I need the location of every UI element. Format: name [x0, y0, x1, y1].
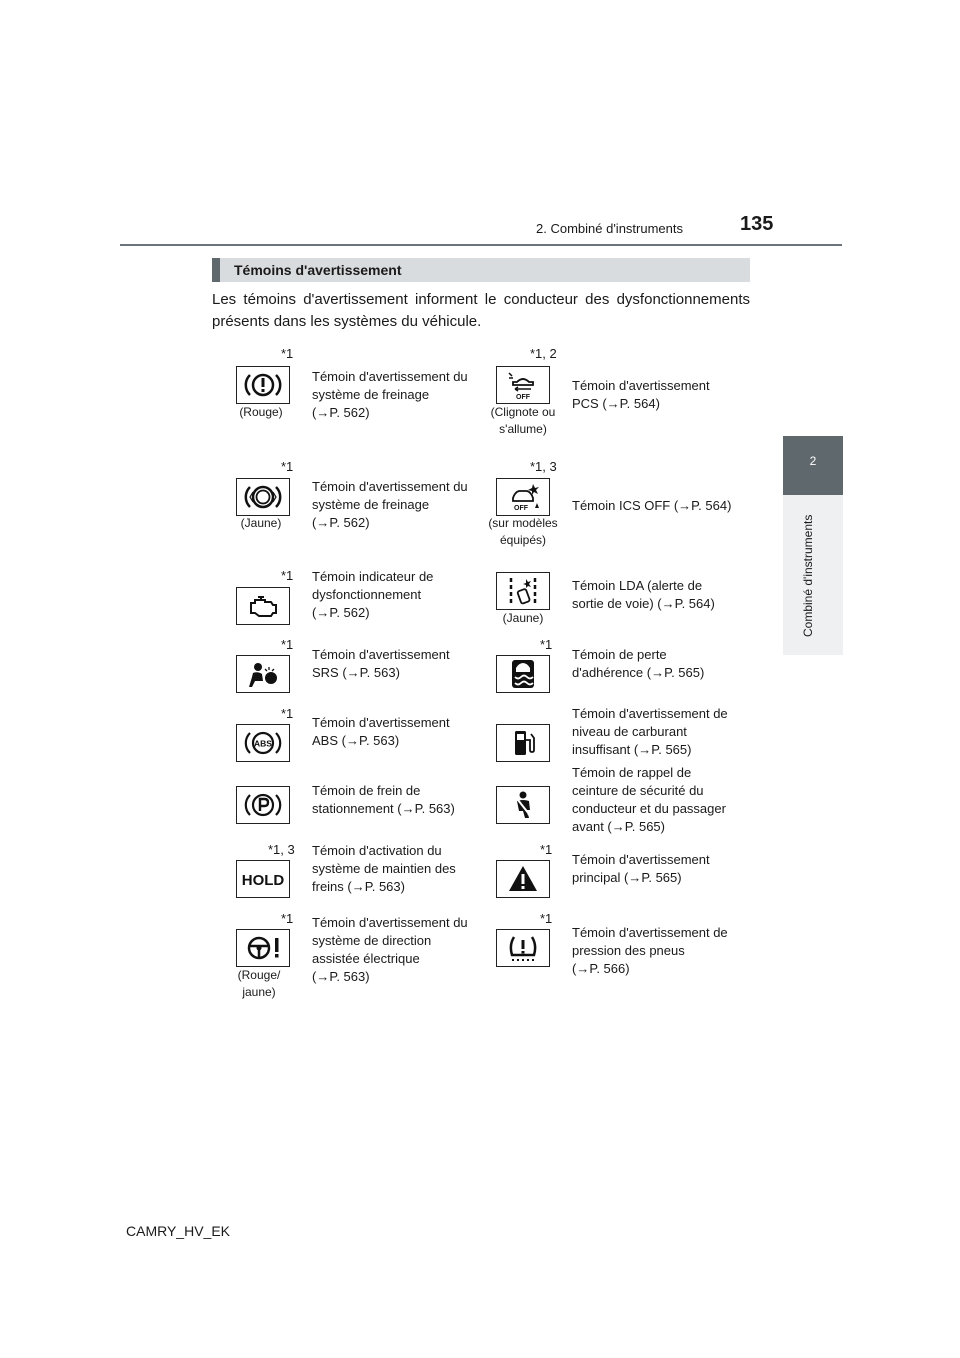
desc-line: Témoin d'avertissement du	[312, 479, 468, 494]
note-marker	[281, 459, 293, 474]
page-number: 135	[740, 213, 774, 235]
note-text: *1	[540, 911, 553, 926]
pcs-warning-icon	[496, 366, 550, 404]
parking-brake-icon	[236, 786, 290, 824]
desc-line: (→P. 562)	[312, 605, 370, 620]
warning-description	[572, 377, 742, 413]
icon-caption: (Rouge/ jaune)	[237, 968, 281, 999]
warning-description	[572, 497, 742, 515]
fuel-icon	[496, 724, 550, 762]
note-text: *1	[540, 842, 553, 857]
header-rule	[120, 244, 842, 246]
desc-line: (→P. 566)	[572, 961, 630, 976]
desc-line: Témoin d'avertissement de	[572, 706, 728, 721]
desc-line: Témoin LDA (alerte de	[572, 578, 703, 593]
warning-description	[312, 714, 482, 750]
warning-description	[312, 368, 482, 422]
desc-line: Témoin de perte	[572, 647, 667, 662]
header-section-title: 2. Combiné d'instruments	[536, 221, 683, 236]
warning-description	[312, 646, 482, 682]
desc-line: ABS (→P. 563)	[312, 733, 400, 748]
note-text: *1	[281, 568, 294, 583]
note-marker	[281, 568, 293, 583]
power-steering-icon	[236, 929, 290, 967]
note-marker	[268, 842, 295, 857]
off-text: OFF	[514, 505, 528, 512]
note-text: *1	[540, 637, 553, 652]
desc-line: conducteur et du passager	[572, 801, 726, 816]
warning-description	[312, 914, 482, 986]
srs-airbag-icon	[236, 655, 290, 693]
desc-line: PCS (→P. 564)	[572, 396, 660, 411]
desc-line: Témoin d'avertissement	[572, 852, 710, 867]
desc-line: d'adhérence (→P. 565)	[572, 665, 705, 680]
note-marker	[530, 459, 557, 474]
note-text: *1, 3	[268, 842, 295, 857]
icon-caption: (sur modèles équipés)	[488, 516, 558, 547]
master-warning-icon	[496, 860, 550, 898]
note-text: *1	[281, 706, 294, 721]
desc-line: Témoin de rappel de	[572, 765, 692, 780]
note-text: *1	[281, 459, 294, 474]
icon-caption: (Jaune)	[502, 611, 544, 625]
warning-description	[572, 764, 742, 836]
note-text: *1, 2	[530, 346, 557, 361]
note-marker	[530, 346, 557, 361]
warning-description	[572, 646, 742, 682]
desc-line: assistée électrique	[312, 951, 420, 966]
desc-line: (→P. 563)	[312, 969, 370, 984]
desc-line: Témoin indicateur de	[312, 569, 434, 584]
icon-caption: (Rouge)	[239, 405, 283, 419]
desc-line: Témoin d'avertissement	[312, 715, 450, 730]
lda-icon	[496, 572, 550, 610]
desc-line: freins (→P. 563)	[312, 879, 405, 894]
desc-line: système de freinage	[312, 387, 430, 402]
icon-caption: (Jaune)	[240, 516, 282, 530]
note-marker	[540, 842, 552, 857]
section-header	[212, 258, 750, 282]
desc-line: Témoin de frein de	[312, 783, 421, 798]
desc-line: Témoin d'avertissement du	[312, 915, 468, 930]
desc-line: Témoin d'avertissement du	[312, 369, 468, 384]
tire-pressure-icon	[496, 929, 550, 967]
desc-line: Témoin ICS OFF (→P. 564)	[572, 498, 732, 513]
hold-text: HOLD	[241, 872, 285, 889]
section-title: Témoins d'avertissement	[234, 262, 402, 278]
desc-line: stationnement (→P. 563)	[312, 801, 455, 816]
note-text: *1	[281, 911, 294, 926]
warning-description	[572, 851, 742, 887]
desc-line: (→P. 562)	[312, 405, 370, 420]
desc-line: pression des pneus	[572, 943, 685, 958]
side-tab-label-text: Combiné d'instruments	[801, 514, 815, 637]
desc-line: avant (→P. 565)	[572, 819, 665, 834]
note-marker	[540, 911, 552, 926]
desc-line: système de direction	[312, 933, 432, 948]
desc-line: dysfonctionnement	[312, 587, 422, 602]
note-text: *1	[281, 637, 294, 652]
warning-description	[312, 842, 482, 896]
note-text: *1	[281, 346, 294, 361]
warning-description	[312, 568, 482, 622]
note-marker	[281, 346, 293, 361]
desc-line: Témoin d'avertissement de	[572, 925, 728, 940]
hold-icon	[236, 860, 290, 898]
warning-description	[572, 577, 742, 613]
off-text: OFF	[516, 394, 530, 400]
desc-line: Témoin d'avertissement	[572, 378, 710, 393]
warning-description	[572, 924, 742, 978]
ics-off-icon	[496, 478, 550, 516]
warning-description	[572, 705, 742, 759]
desc-line: SRS (→P. 563)	[312, 665, 400, 680]
note-marker	[281, 911, 293, 926]
side-tab-number: 2	[783, 436, 843, 495]
note-marker	[281, 706, 293, 721]
slip-indicator-icon	[496, 655, 550, 693]
desc-line: Témoin d'avertissement	[312, 647, 450, 662]
warning-description	[312, 478, 482, 532]
intro-paragraph: Les témoins d'avertissement informent le conducteur des dysfonctionnements présents dans les systèmes du véhicule.	[212, 291, 750, 330]
footer-model-code: CAMRY_HV_EK	[126, 1223, 231, 1239]
desc-line: principal (→P. 565)	[572, 870, 682, 885]
abs-icon	[236, 724, 290, 762]
desc-line: sortie de voie) (→P. 564)	[572, 596, 715, 611]
desc-line: ceinture de sécurité du	[572, 783, 704, 798]
desc-line: système de maintien des	[312, 861, 456, 876]
icon-caption: (Clignote ou s'allume)	[490, 405, 556, 436]
desc-line: insuffisant (→P. 565)	[572, 742, 692, 757]
note-marker	[540, 637, 552, 652]
brake-warning-icon	[236, 366, 290, 404]
note-marker	[281, 637, 293, 652]
desc-line: (→P. 562)	[312, 515, 370, 530]
brake-warning-icon	[236, 478, 290, 516]
desc-line: niveau de carburant	[572, 724, 687, 739]
engine-check-icon	[236, 587, 290, 625]
desc-line: système de freinage	[312, 497, 430, 512]
abs-text: ABS	[254, 738, 272, 749]
side-tab-label	[800, 505, 814, 637]
note-text: *1, 3	[530, 459, 557, 474]
warning-description	[312, 782, 482, 818]
desc-line: Témoin d'activation du	[312, 843, 442, 858]
seatbelt-icon	[496, 786, 550, 824]
